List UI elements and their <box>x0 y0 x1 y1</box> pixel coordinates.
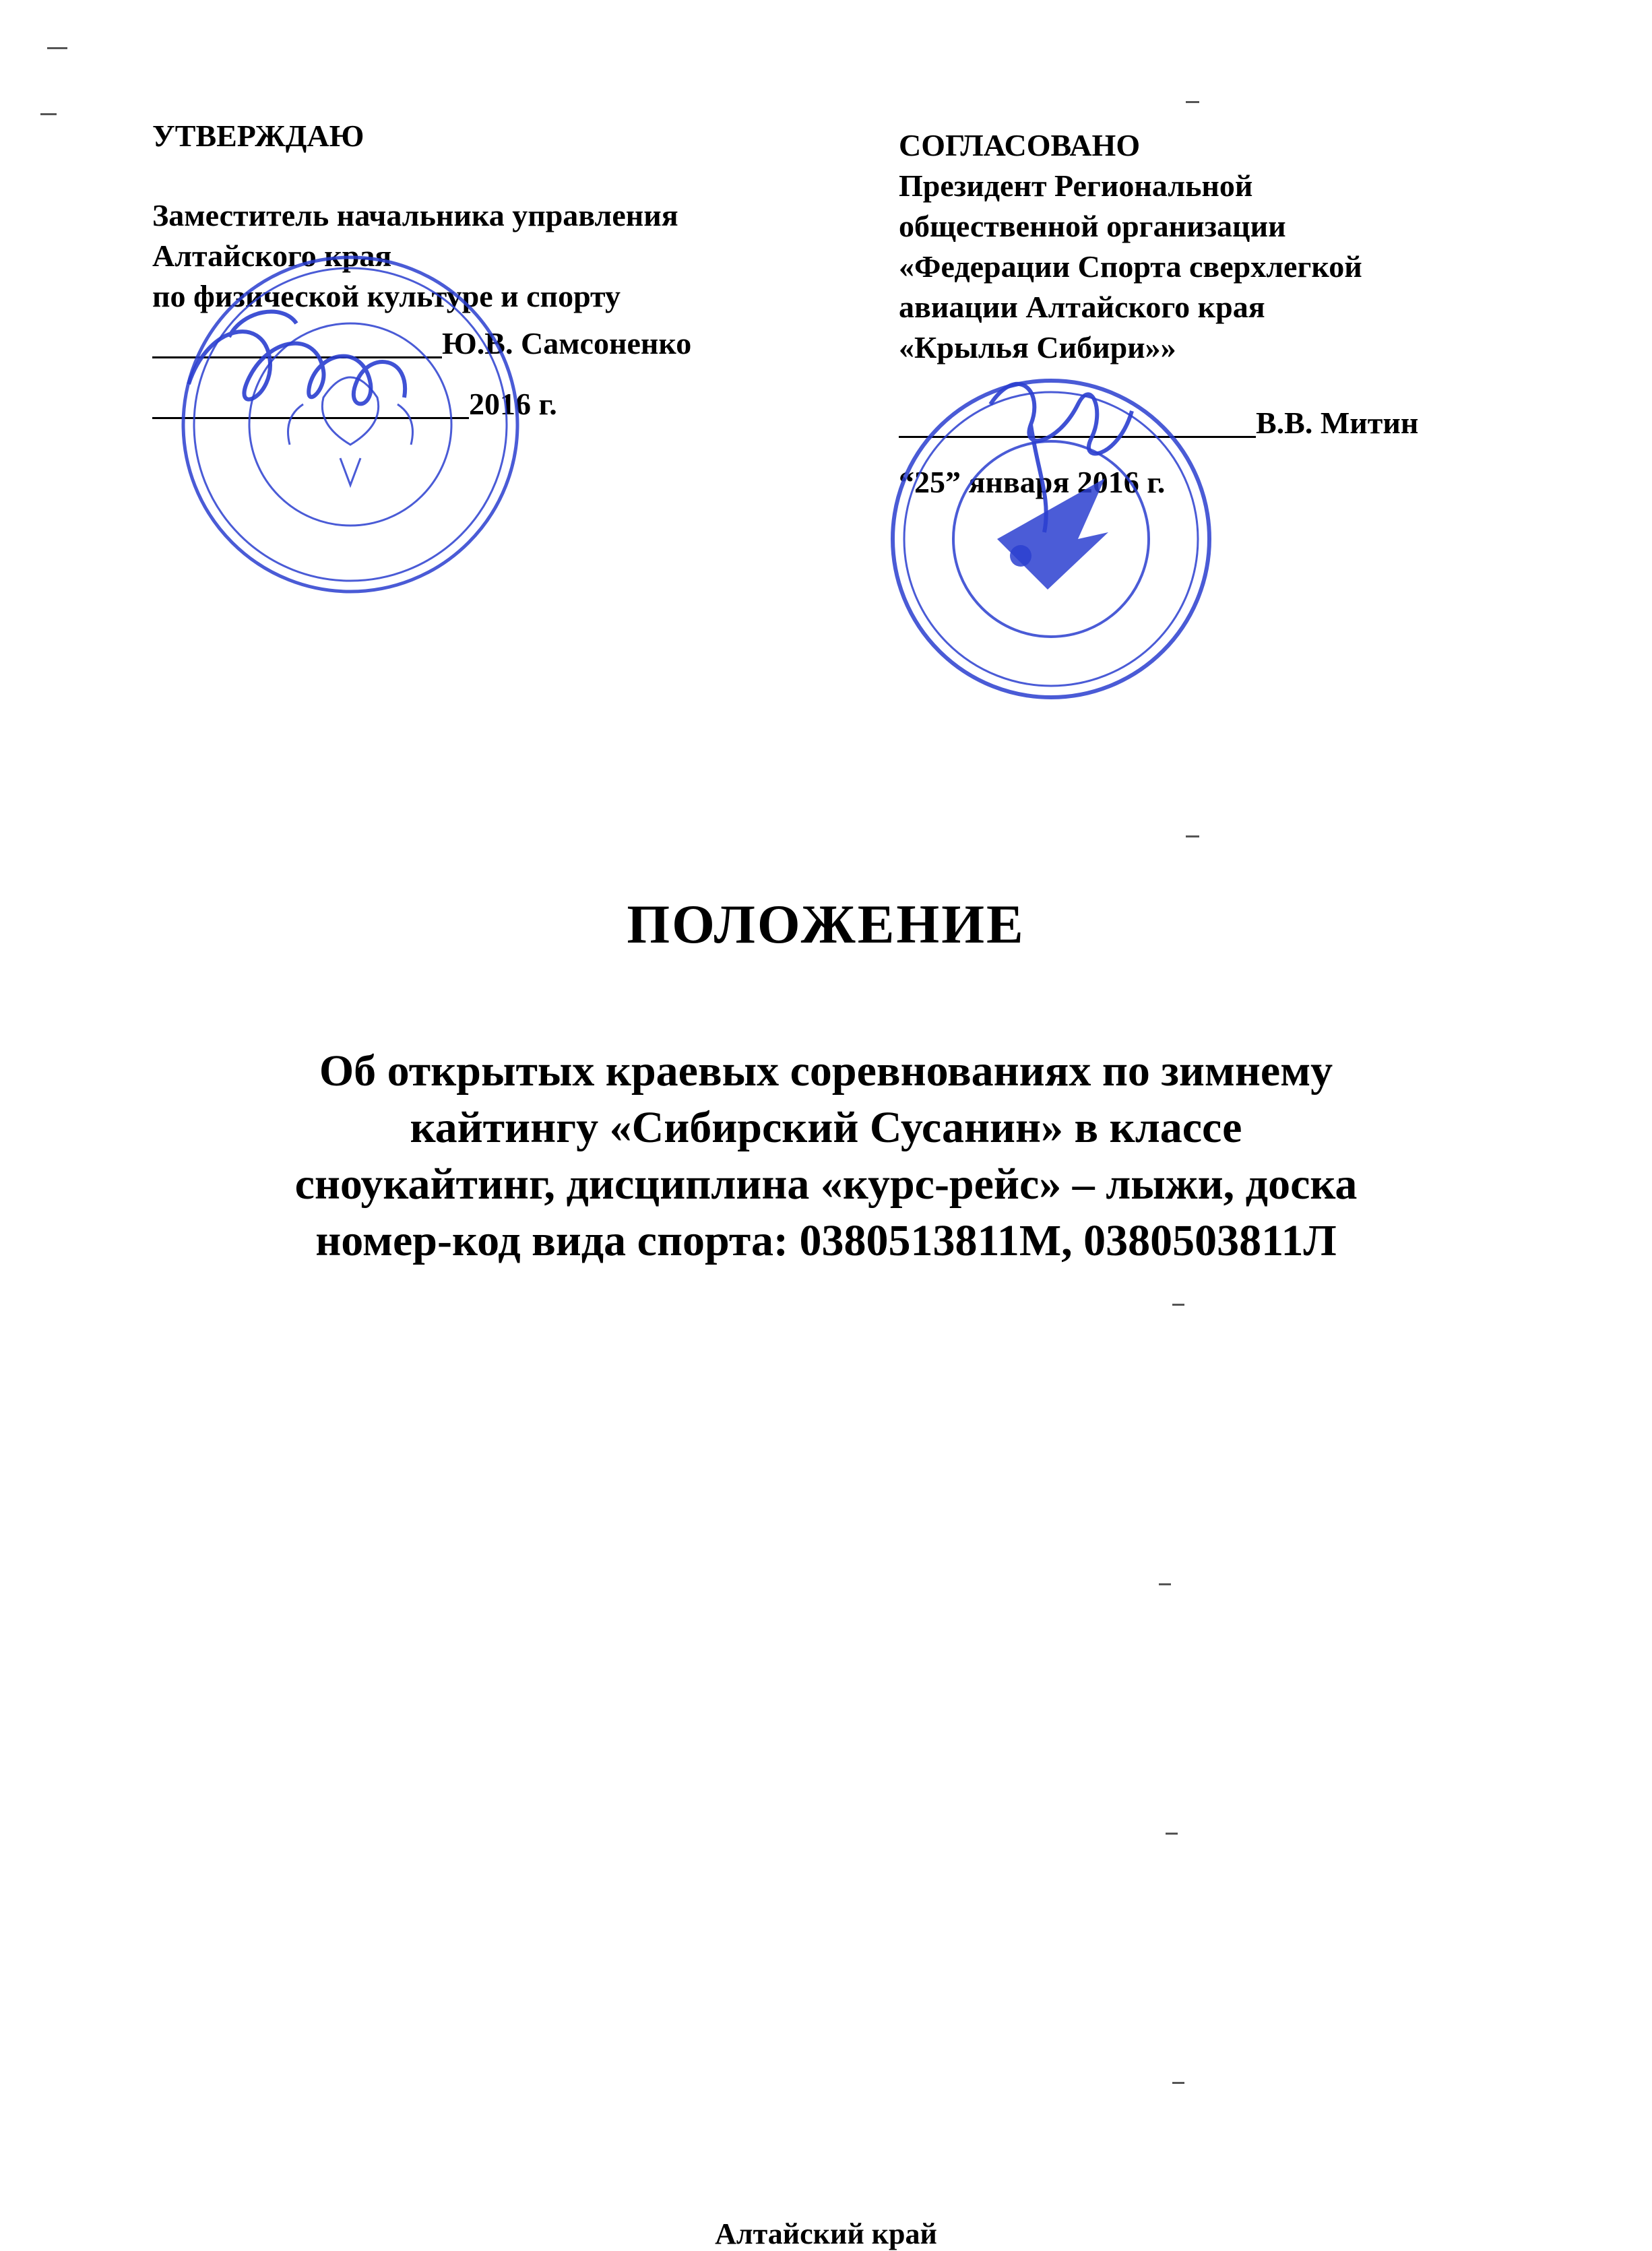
agree-heading: СОГЛАСОВАНО <box>899 128 1141 162</box>
scan-speck <box>1172 2082 1184 2084</box>
scan-speck <box>1159 1583 1171 1585</box>
official-seal-stamp-icon <box>168 243 532 606</box>
scan-speck <box>1166 1833 1178 1835</box>
subtitle-line: сноукайтинг, дисциплина «курс-рейс» – лыжи, доска <box>294 1160 1358 1209</box>
organization-seal-stamp-icon <box>876 364 1226 714</box>
agree-position-line: Президент Региональной <box>899 168 1253 203</box>
scan-speck <box>40 113 57 115</box>
approve-position-line: Заместитель начальника управления <box>152 198 678 232</box>
agree-position-line: общественной организации <box>899 209 1286 243</box>
scan-speck <box>1186 835 1199 837</box>
document-footer-place: Алтайский край <box>715 2217 937 2250</box>
scan-speck <box>1172 1304 1184 1306</box>
agree-position-line: авиации Алтайского края <box>899 290 1265 324</box>
agree-date: “25” января 2016 г. <box>899 465 1166 499</box>
approve-position-line: Алтайского края <box>152 239 392 273</box>
scan-speck <box>47 47 67 49</box>
agree-position-line: «Федерации Спорта сверхлегкой <box>899 249 1362 284</box>
document-subtitle <box>101 1043 1551 1269</box>
approve-position-line: по физической культуре и спорту <box>152 279 621 313</box>
subtitle-line: Об открытых краевых соревнованиях по зимнему <box>319 1046 1333 1096</box>
subtitle-line: кайтингу «Сибирский Сусанин» в классе <box>410 1103 1242 1152</box>
document-title: ПОЛОЖЕНИЕ <box>627 893 1025 955</box>
scan-speck <box>1186 101 1199 103</box>
approve-signer-name: Ю.В. Самсоненко <box>442 326 692 360</box>
approve-heading: УТВЕРЖДАЮ <box>152 119 364 153</box>
agree-position-line: «Крылья Сибири»» <box>899 330 1176 364</box>
subtitle-line: номер-код вида спорта: 0380513811М, 0380503811Л <box>315 1216 1337 1265</box>
agree-signer-name: В.В. Митин <box>1256 406 1419 440</box>
approve-date: 2016 г. <box>469 387 557 421</box>
